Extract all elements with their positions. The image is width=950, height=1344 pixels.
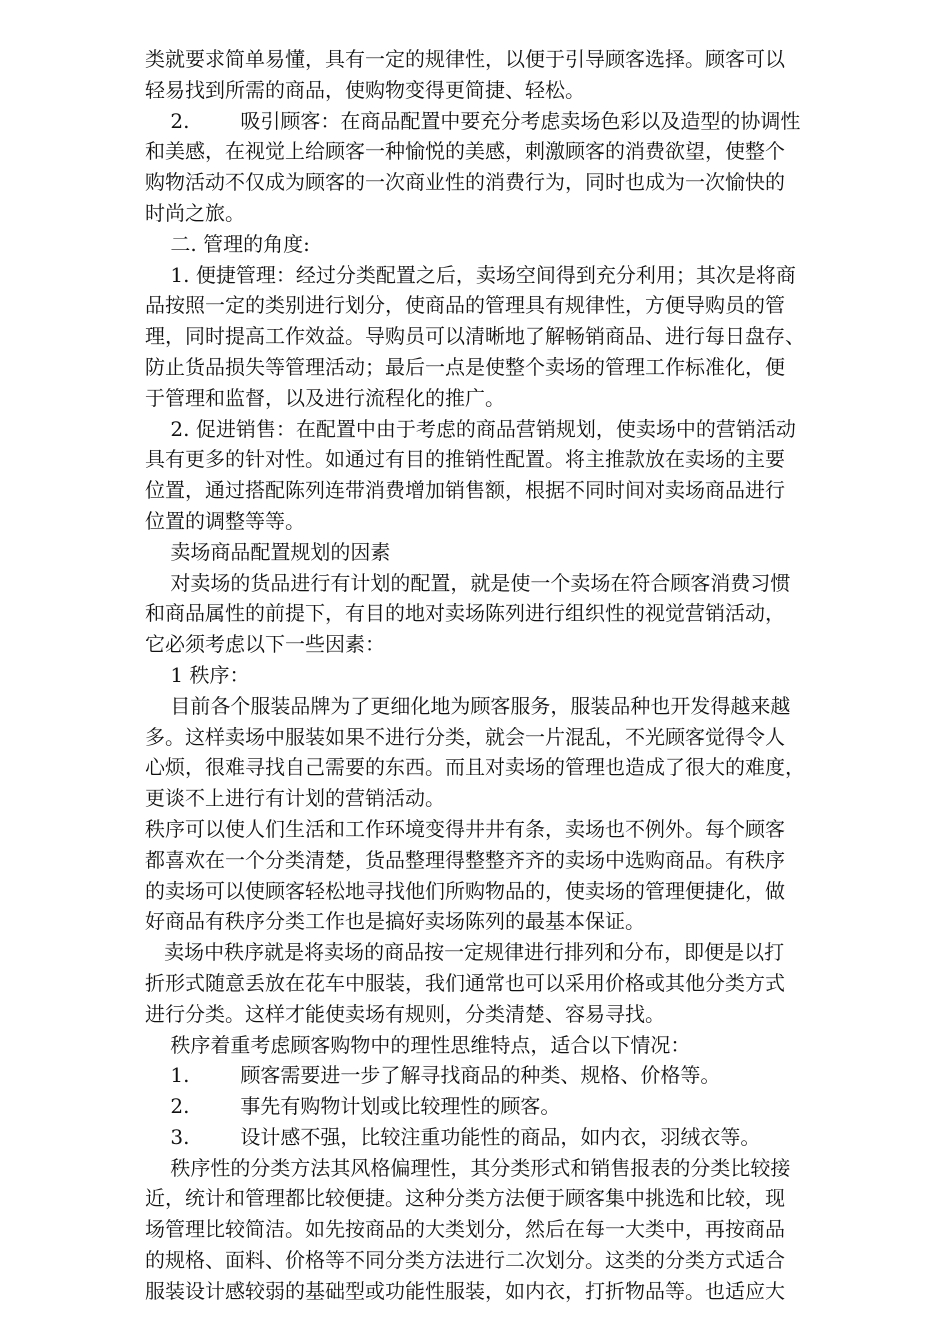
text-line: 卖场商品配置规划的因素 [145,539,391,564]
text-line: 轻易找到所需的商品，使购物变得更简捷、轻松。 [145,77,585,102]
text-line: 3. 设计感不强，比较注重功能性的商品，如内衣，羽绒衣等。 [145,1124,761,1149]
text-line: 类就要求简单易懂，具有一定的规律性，以便于引导顾客选择。顾客可以 [145,47,785,71]
document-body [145,44,880,1307]
text-line: 好商品有秩序分类工作也是搞好卖场陈列的最基本保证。 [145,909,645,934]
text-line: 秩序性的分类方法其风格偏理性，其分类形式和销售报表的分类比较接 [145,1155,791,1180]
text-line: 2. 事先有购物计划或比较理性的顾客。 [145,1094,561,1119]
text-line: 于管理和监督，以及进行流程化的推广。 [145,385,505,410]
text-line: 的规格、面料、价格等不同分类方法进行二次划分。这类的分类方式适合 [145,1248,785,1273]
text-line: 1 秩序： [145,662,250,687]
text-line: 和美感，在视觉上给顾客一种愉悦的美感，刺激顾客的消费欲望，使整个 [145,139,785,164]
text-line: 购物活动不仅成为顾客的一次商业性的消费行为，同时也成为一次愉快的 [145,170,785,195]
text-line: 都喜欢在一个分类清楚，货品整理得整整齐齐的卖场中选购商品。有秩序 [145,847,785,872]
text-line: 近，统计和管理都比较便捷。这种分类方法便于顾客集中挑选和比较，现 [145,1186,785,1211]
text-line: 位置的调整等等。 [145,508,305,533]
text-line: 品按照一定的类别进行划分，使商品的管理具有规律性，方便导购员的管 [145,293,785,318]
text-line: 更谈不上进行有计划的营销活动。 [145,786,445,811]
text-line: 时尚之旅。 [145,200,245,225]
text-line: 多。这样卖场中服装如果不进行分类，就会一片混乱，不光顾客觉得令人 [145,724,785,749]
text-line: 秩序可以使人们生活和工作环境变得井井有条，卖场也不例外。每个顾客 [145,816,785,841]
text-line: 2. 促进销售：在配置中由于考虑的商品营销规划，使卖场中的营销活动 [145,416,796,441]
text-line: 的卖场可以使顾客轻松地寻找他们所购物品的，使卖场的管理便捷化，做 [145,878,785,903]
text-line: 目前各个服装品牌为了更细化地为顾客服务，服装品种也开发得越来越 [145,693,791,718]
text-line: 场管理比较简洁。如先按商品的大类划分，然后在每一大类中，再按商品 [145,1217,785,1242]
text-line: 对卖场的货品进行有计划的配置，就是使一个卖场在符合顾客消费习惯 [145,570,791,595]
text-line: 位置，通过搭配陈列连带消费增加销售额，根据不同时间对卖场商品进行 [145,478,785,503]
text-line: 它必须考虑以下一些因素： [145,632,385,657]
text-line: 折形式随意丢放在花车中服装，我们通常也可以采用价格或其他分类方式 [145,970,785,995]
text-line: 1. 顾客需要进一步了解寻找商品的种类、规格、价格等。 [145,1063,721,1088]
text-line: 卖场中秩序就是将卖场的商品按一定规律进行排列和分布，即便是以打 [145,940,785,965]
text-line: 进行分类。这样才能使卖场有规则，分类清楚、容易寻找。 [145,1001,665,1026]
text-line: 具有更多的针对性。如通过有目的推销性配置。将主推款放在卖场的主要 [145,447,785,472]
text-line: 1. 便捷管理：经过分类配置之后，卖场空间得到充分利用；其次是将商 [145,262,796,287]
text-line: 2. 吸引顾客：在商品配置中要充分考虑卖场色彩以及造型的协调性 [145,108,801,133]
text-line: 心烦，很难寻找自己需要的东西。而且对卖场的管理也造成了很大的难度， [145,755,805,780]
text-line: 和商品属性的前提下，有目的地对卖场陈列进行组织性的视觉营销活动， [145,601,785,626]
text-line: 秩序着重考虑顾客购物中的理性思维特点，适合以下情况： [145,1032,691,1057]
text-line: 防止货品损失等管理活动；最后一点是使整个卖场的管理工作标准化，便 [145,354,785,379]
text-line: 二. 管理的角度: [145,231,310,256]
text-line: 服装设计感较弱的基础型或功能性服装，如内衣，打折物品等。也适应大 [145,1278,785,1303]
text-line: 理，同时提高工作效益。导购员可以清晰地了解畅销商品、进行每日盘存、 [145,324,805,349]
